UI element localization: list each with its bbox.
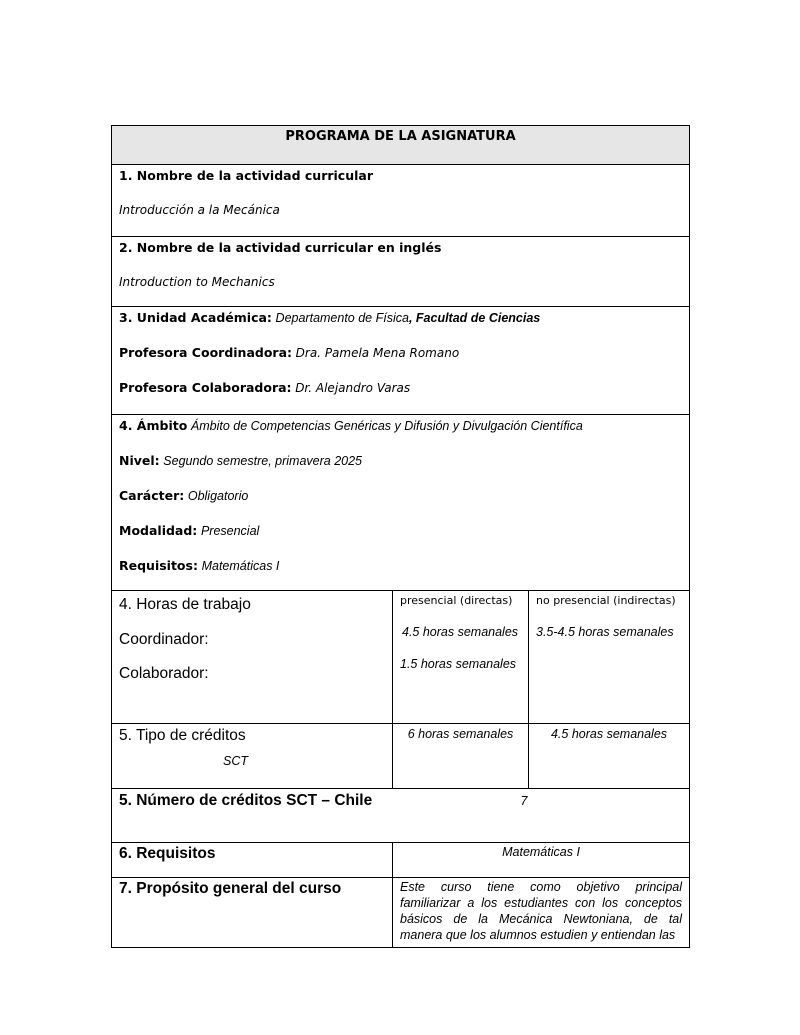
- section-3-row: [112, 307, 690, 415]
- tipo-no-presencial-value: 4.5 horas semanales: [550, 727, 668, 741]
- syllabus-table: [111, 125, 690, 948]
- section-1-value: Introducción a la Mecánica: [119, 203, 280, 217]
- requisitos-row: [112, 843, 690, 878]
- no-presencial-coord-value: 3.5-4.5 horas semanales: [536, 625, 674, 639]
- section-3: [112, 307, 690, 415]
- coordinadora-value: Dra. Pamela Mena Romano: [295, 346, 460, 360]
- horas-title-cell: [112, 591, 393, 724]
- requisitos-label: Requisitos:: [119, 558, 198, 573]
- presencial-cell: [393, 591, 529, 724]
- proposito-title-cell: [112, 878, 393, 948]
- proposito-value: Este curso tiene como objetivo principal familiarizar a los estudiantes con los conceptos básicos de la Mecánica Newtoniana, de tal manera que los alumnos estudien y entiendan las: [400, 880, 683, 942]
- proposito-title: 7. Propósito general del curso: [119, 880, 342, 897]
- no-presencial-header: no presencial (indirectas): [536, 594, 676, 607]
- unidad-value: Departamento de Física: [275, 311, 409, 325]
- no-presencial-cell: [529, 591, 690, 724]
- unidad-value-faculty: , Facultad de Ciencias: [408, 311, 541, 325]
- tipo-presencial-value: 6 horas semanales: [407, 727, 514, 741]
- tipo-title-cell: [112, 724, 393, 789]
- numero-value: 7: [520, 794, 528, 808]
- section-4-row: [112, 415, 690, 591]
- nivel-label: Nivel:: [119, 453, 160, 468]
- nivel-value: Segundo semestre, primavera 2025: [163, 454, 363, 468]
- section-2: [112, 237, 690, 307]
- section-2-label: 2. Nombre de la actividad curricular en inglés: [119, 240, 442, 255]
- presencial-coord-value: 4.5 horas semanales: [402, 625, 519, 639]
- ambito-value: Ámbito de Competencias Genéricas y Difusión y Divulgación Científica: [190, 419, 583, 433]
- presencial-colab-value: 1.5 horas semanales: [400, 657, 517, 671]
- requisitos-value: Matemáticas I: [502, 845, 580, 859]
- requisitos-title: 6. Requisitos: [119, 845, 216, 862]
- section-1-label: 1. Nombre de la actividad curricular: [119, 168, 373, 183]
- horas-title: 4. Horas de trabajo: [119, 596, 251, 613]
- tipo-row: [112, 724, 690, 789]
- requisitos-value-cell: [393, 843, 690, 878]
- ambito-label: 4. Ámbito: [119, 418, 188, 433]
- requisitos-value: Matemáticas I: [201, 559, 280, 573]
- tipo-title: 5. Tipo de créditos: [119, 727, 246, 744]
- colaboradora-label: Profesora Colaboradora:: [119, 380, 292, 395]
- numero-value-cell: [393, 789, 690, 843]
- unidad-label: 3. Unidad Académica:: [119, 310, 272, 325]
- proposito-value-cell: [393, 878, 690, 948]
- requisitos-title-cell: [112, 843, 393, 878]
- section-1-row: [112, 165, 690, 237]
- header-row: [112, 126, 690, 165]
- numero-row: [112, 789, 690, 843]
- section-1: [112, 165, 690, 237]
- proposito-row: [112, 878, 690, 948]
- horas-coordinador: Coordinador:: [119, 631, 209, 648]
- caracter-value: Obligatorio: [187, 489, 249, 503]
- colaboradora-value: Dr. Alejandro Varas: [295, 381, 411, 395]
- section-2-row: [112, 237, 690, 307]
- presencial-header: presencial (directas): [400, 594, 513, 607]
- horas-row: [112, 591, 690, 724]
- table-header: PROGRAMA DE LA ASIGNATURA: [112, 126, 690, 165]
- numero-title: 5. Número de créditos SCT – Chile: [119, 792, 373, 809]
- caracter-label: Carácter:: [119, 488, 185, 503]
- tipo-value: SCT: [223, 754, 248, 768]
- section-2-value: Introduction to Mechanics: [119, 275, 275, 289]
- coordinadora-label: Profesora Coordinadora:: [119, 345, 293, 360]
- section-4: [112, 415, 690, 591]
- modalidad-label: Modalidad:: [119, 523, 198, 538]
- horas-colaborador: Colaborador:: [119, 665, 209, 682]
- modalidad-value: Presencial: [200, 524, 260, 538]
- numero-title-cell: [112, 789, 393, 843]
- tipo-presencial-cell: [393, 724, 529, 789]
- tipo-no-presencial-cell: [529, 724, 690, 789]
